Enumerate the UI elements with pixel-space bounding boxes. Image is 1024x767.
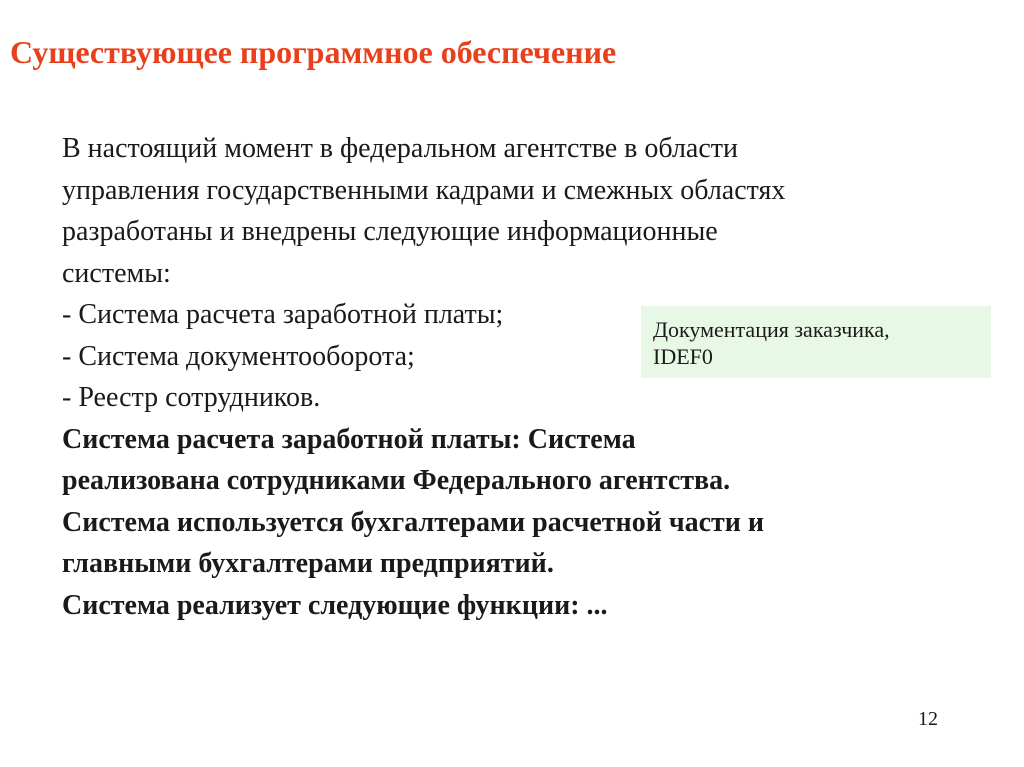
slide-title: Существующее программное обеспечение — [10, 34, 617, 70]
list-item-employee-registry: - Реестр сотрудников. — [62, 382, 321, 413]
bold-line: Система реализует следующие функции: ... — [62, 589, 608, 621]
body-line: системы: — [62, 257, 171, 289]
body-line: разработаны и внедрены следующие информационные — [62, 216, 718, 247]
bold-line: главными бухгалтерами предприятий. — [62, 548, 554, 579]
page-number: 12 — [918, 708, 938, 730]
note-line: IDEF0 — [653, 344, 713, 369]
bold-line: Система используется бухгалтерами расчетной части и — [62, 506, 765, 538]
body-line: управления государственными кадрами и смежных областях — [62, 174, 786, 206]
list-item-payroll-system: - Система расчета заработной платы; — [62, 299, 504, 330]
body-line: В настоящий момент в федеральном агентстве в области — [62, 133, 738, 164]
source-note-box — [641, 306, 991, 378]
note-line: Документация заказчика, — [653, 317, 890, 342]
bold-line: реализована сотрудниками Федерального агентства. — [62, 465, 731, 496]
list-item-document-system: - Система документооборота; — [62, 340, 415, 372]
bold-line: Система расчета заработной платы: Система — [62, 423, 636, 455]
